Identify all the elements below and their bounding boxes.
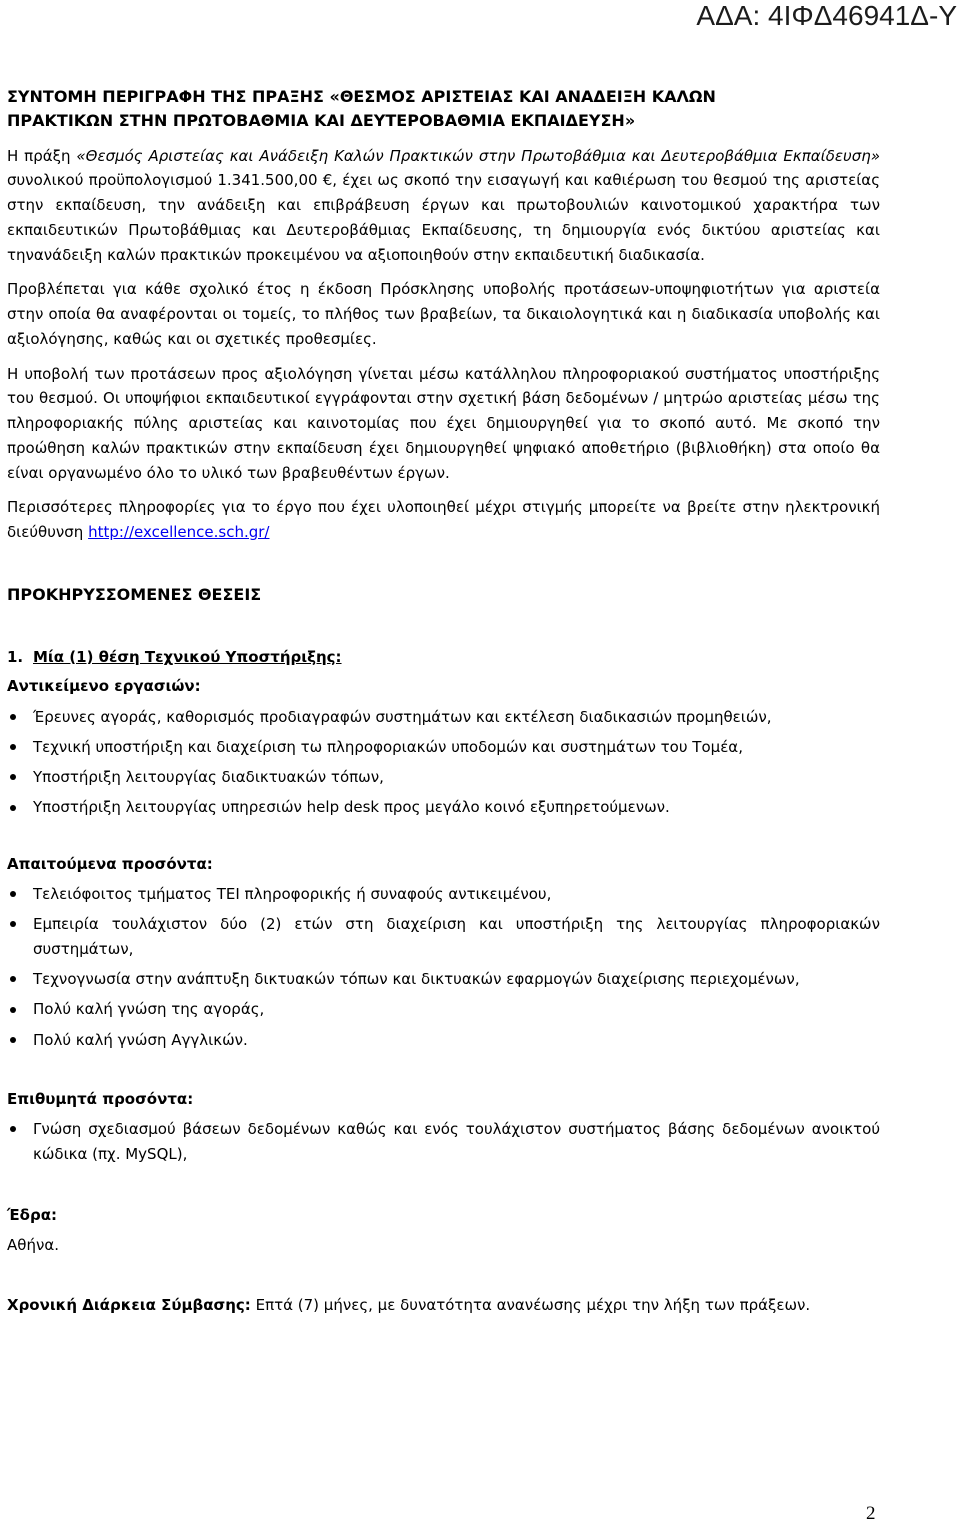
positions-heading: ΠΡΟΚΗΡΥΣΣΟΜΕΝΕΣ ΘΕΣΕΙΣ	[7, 584, 262, 604]
required-qualifications-list	[7, 882, 880, 1053]
list-item-text: Έρευνες αγοράς, καθορισμός προδιαγραφών συστημάτων και εκτέλεση διαδικασιών προμηθειών,	[33, 707, 772, 726]
intro-paragraph-4-text: Περισσότερες πληροφορίες για το έργο που έχει υλοποιηθεί μέχρι στιγμής μπορείτε να βρείτε στην ηλεκτρονική διεύθυνση	[7, 498, 880, 541]
required-qualifications-label: Απαιτούμενα προσόντα:	[7, 854, 213, 873]
bullet-icon	[10, 891, 16, 897]
bullet-icon	[10, 1037, 16, 1043]
bullet-icon	[10, 921, 16, 927]
website-link[interactable]: http://excellence.sch.gr/	[88, 523, 270, 541]
bullet-icon	[10, 714, 16, 720]
list-item	[7, 735, 880, 760]
list-item	[7, 795, 880, 820]
position-name: Μία (1) θέση Τεχνικού Υποστήριξης:	[33, 647, 342, 666]
duration-value: Επτά (7) μήνες, με δυνατότητα ανανέωσης μέχρι την λήξη των πράξεων.	[255, 1295, 811, 1314]
list-item-text: Γνώση σχεδιασμού βάσεων δεδομένων καθώς και ενός τουλάχιστον συστήματος βάσης δεδομένων ανοικτού κώδικα (πχ. MySQL),	[33, 1120, 880, 1163]
position-number: 1.	[7, 647, 24, 666]
bullet-icon	[10, 744, 16, 750]
list-item-text: Τεχνογνωσία στην ανάπτυξη δικτυακών τόπων και δικτυακών εφαρμογών διαχείρισης περιεχομένων,	[33, 970, 800, 988]
duties-label: Αντικείμενο εργασιών:	[7, 677, 201, 696]
list-item	[7, 1028, 880, 1053]
list-item	[7, 882, 880, 907]
intro-paragraph-1-rest: συνολικού προϋπολογισμού 1.341.500,00 €, έχει ως σκοπό την εισαγωγή και καθιέρωση του θεσμού της αριστείας στην εκπαίδευση, την ανάδειξη και επιβράβευση έργων και πρωτοβουλιών καινοτομικού χαρακτήρα των εκπαιδευτικών Πρωτοβάθμιας και Δευτεροβάθμιας Εκπαίδευσης, τη δημιουργία ενός δικτύου αριστείας και τηνανάδειξη καλών πρακτικών προκειμένου να αξιοποιηθούν στην εκπαιδευτική διαδικασία.	[7, 171, 880, 264]
list-item-text: Πολύ καλή γνώση Αγγλικών.	[33, 1030, 248, 1049]
list-item	[7, 765, 880, 790]
ada-code: ΑΔΑ: 4ΙΦΔ46941Δ-Υ	[696, 0, 957, 31]
list-item-text: Τελειόφοιτος τμήματος ΤΕΙ πληροφορικής ή συναφούς αντικειμένου,	[33, 884, 552, 903]
desired-qualifications-label: Επιθυμητά προσόντα:	[7, 1089, 194, 1108]
list-item-text: Τεχνική υποστήριξη και διαχείριση τω πληροφοριακών υποδομών και συστημάτων του Τομέα,	[33, 737, 743, 756]
page-number: 2	[866, 1503, 876, 1524]
duties-list	[7, 705, 880, 821]
location-value: Αθήνα.	[7, 1235, 59, 1254]
list-item-text: Εμπειρία τουλάχιστον δύο (2) ετών στη διαχείριση και υποστήριξη της λειτουργίας πληροφοριακών συστημάτων,	[33, 915, 880, 958]
list-item-text: Πολύ καλή γνώση της αγοράς,	[33, 1000, 265, 1019]
project-name-italic: «Θεσμός Αριστείας και Ανάδειξη Καλών Πρακτικών στην Πρωτοβάθμια και Δευτεροβάθμια Εκπαίδευση»	[76, 146, 880, 165]
list-item-text: Υποστήριξη λειτουργίας υπηρεσιών help desk προς μεγάλο κοινό εξυπηρετούμενων.	[33, 798, 670, 817]
bullet-icon	[10, 1007, 16, 1013]
intro-paragraph-3: Η υποβολή των προτάσεων προς αξιολόγηση γίνεται μέσω κατάλληλου πληροφοριακού συστήματος υποστήριξης του θεσμού. Οι υποψήφιοι εκπαιδευτικοί εγγράφονται στην σχετική βάση δεδομένων / μητρώο αριστείας μέσω της πληροφοριακής πύλης αριστείας και καινοτομίας που έχει δημιουργηθεί για το σκοπό αυτό. Με σκοπό την προώθηση καλών πρακτικών στην εκπαίδευση έχει δημιουργηθεί ψηφιακό αποθετήριο (βιβλιοθήκη) στα οποίο θα είναι οργανωμένο όλο το υλικό των βραβευθέντων έργων.	[7, 364, 880, 482]
bullet-icon	[10, 774, 16, 780]
duration-label: Χρονική Διάρκεια Σύμβασης:	[7, 1295, 251, 1314]
bullet-icon	[10, 1126, 16, 1132]
list-item	[7, 912, 880, 962]
list-item	[7, 967, 880, 992]
contract-duration	[7, 1293, 880, 1318]
intro-paragraph-4	[7, 495, 880, 545]
list-item	[7, 997, 880, 1022]
bullet-icon	[10, 805, 16, 811]
location-label: Έδρα:	[7, 1205, 58, 1224]
bullet-icon	[10, 976, 16, 982]
list-item	[7, 705, 880, 730]
document-title: ΣΥΝΤΟΜΗ ΠΕΡΙΓΡΑΦΗ ΤΗΣ ΠΡΑΞΗΣ «ΘΕΣΜΟΣ ΑΡΙΣΤΕΙΑΣ ΚΑΙ ΑΝΑΔΕΙΞΗ ΚΑΛΩΝ ΠΡΑΚΤΙΚΩΝ ΣΤΗΝ ΠΡΩΤΟΒΑΘΜΙΑ ΚΑΙ ΔΕΥΤΕΡΟΒΑΘΜΙΑ ΕΚΠΑΙΔΕΥΣΗ»	[7, 87, 716, 130]
document-body	[7, 85, 880, 1317]
position-title	[7, 645, 880, 670]
intro-paragraph-1	[7, 144, 880, 268]
intro-paragraph-2: Προβλέπεται για κάθε σχολικό έτος η έκδοση Πρόσκλησης υποβολής προτάσεων-υποψηφιοτήτων για αριστεία στην οποία θα αναφέρονται οι τομείς, το πλήθος των βραβείων, τα δικαιολογητικά και η διαδικασία υποβολής και αξιολόγησης, καθώς και οι σχετικές προθεσμίες.	[7, 280, 880, 348]
desired-qualifications-list	[7, 1117, 880, 1167]
intro-paragraph-1-lead: Η πράξη	[7, 146, 71, 165]
list-item	[7, 1117, 880, 1167]
list-item-text: Υποστήριξη λειτουργίας διαδικτυακών τόπων,	[33, 768, 384, 786]
